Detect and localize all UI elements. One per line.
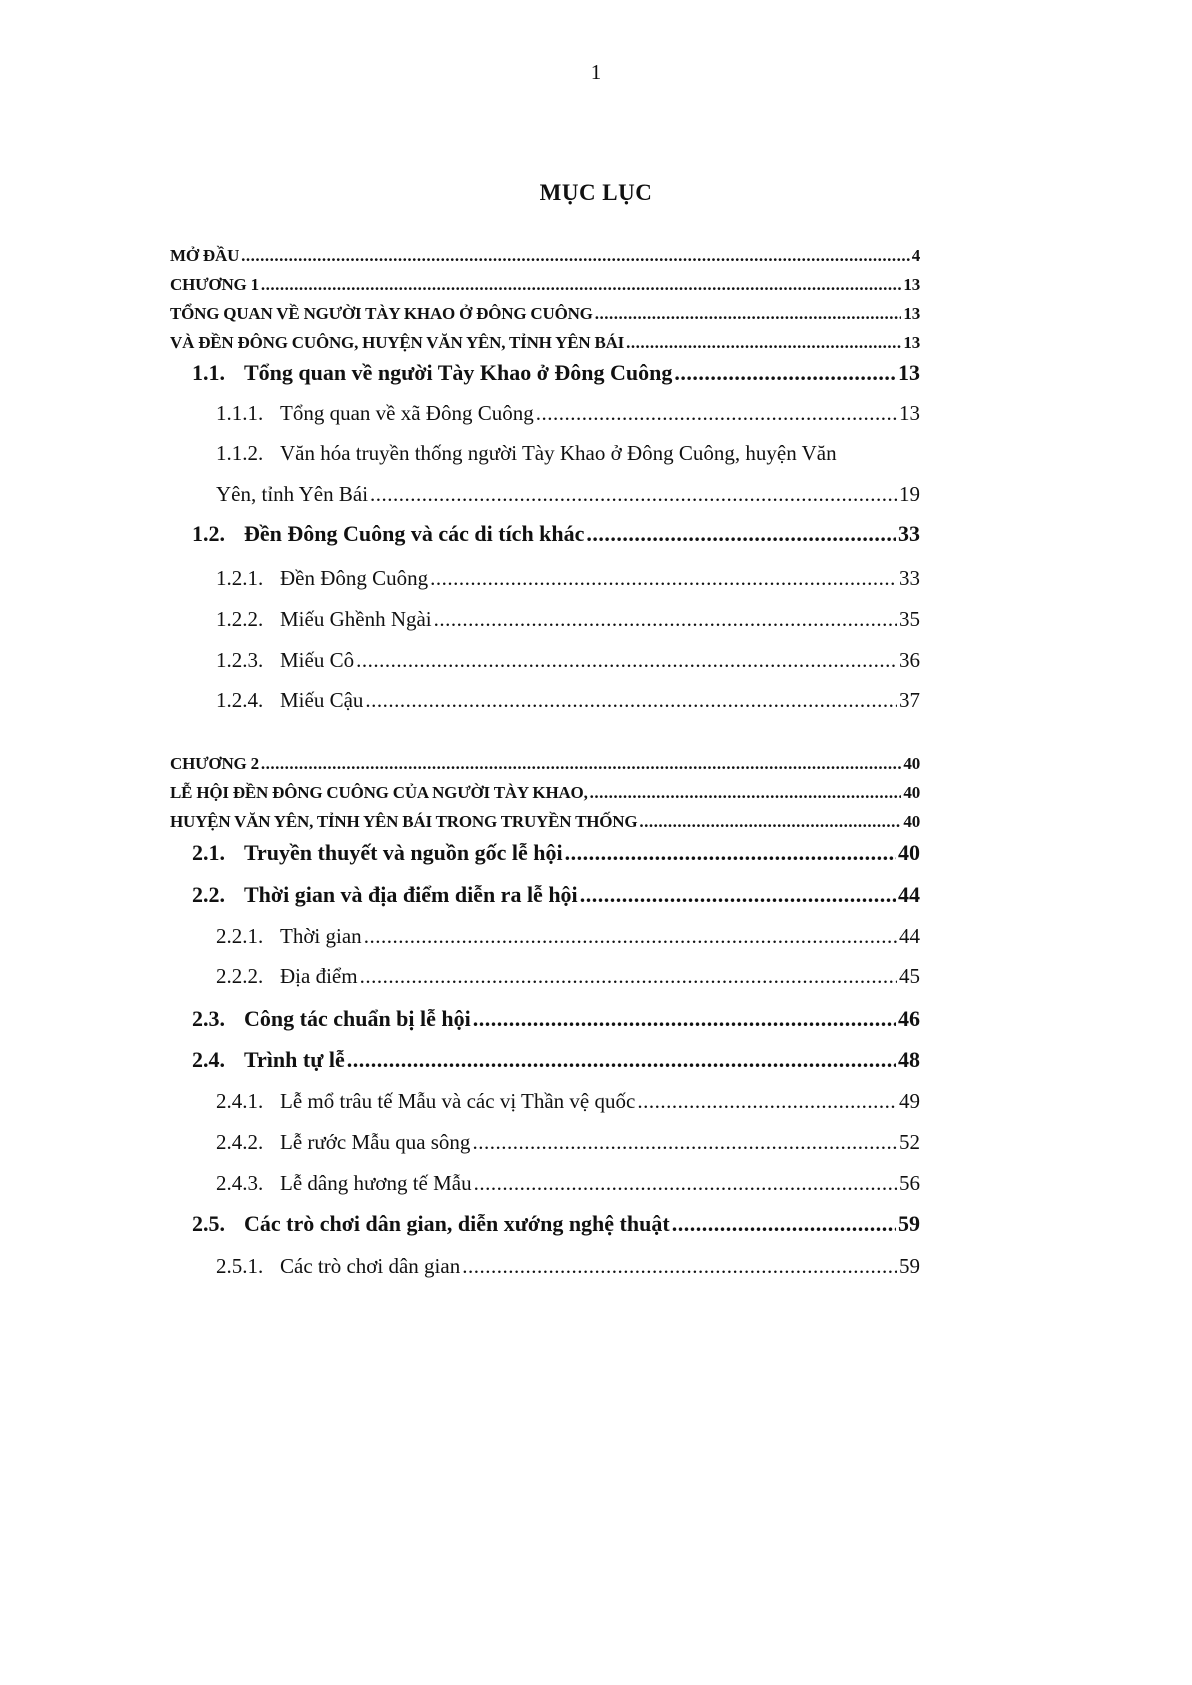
toc-entry-page: 13 <box>903 333 920 352</box>
toc-entry-page: 49 <box>899 1089 920 1113</box>
toc-entry-text: Miếu Cô <box>280 648 355 672</box>
toc-entry-number: 1.1.1. <box>216 401 264 425</box>
toc-entry-number: 1.1. <box>192 360 225 385</box>
dot-leader <box>360 964 897 989</box>
toc-entry-number: 1.2.4. <box>216 688 264 712</box>
toc-entry-number: 1.2.2. <box>216 607 264 631</box>
toc-entry-text: Miếu Cậu <box>280 688 364 712</box>
dot-leader <box>364 924 897 949</box>
toc-entry-number: 2.4. <box>192 1047 225 1072</box>
toc-entry-text: Các trò chơi dân gian, diễn xướng nghệ thuật <box>244 1211 670 1236</box>
dot-leader <box>241 246 910 266</box>
toc-entry-1-2-4[interactable] <box>216 688 920 713</box>
dot-leader <box>462 1254 897 1279</box>
toc-entry-page: 4 <box>911 246 920 265</box>
toc-entry-text: Đền Đông Cuông và các di tích khác <box>244 521 585 546</box>
toc-entry-text: Thời gian <box>280 924 362 948</box>
toc-entry-number: 2.5.1. <box>216 1254 264 1278</box>
toc-entry-page: 33 <box>898 521 920 546</box>
toc-entry-number: 1.2.3. <box>216 648 264 672</box>
dot-leader <box>261 275 901 295</box>
toc-entry-page: 56 <box>899 1171 920 1195</box>
toc-entry-page: 48 <box>898 1047 920 1072</box>
toc-entry-number: 2.4.2. <box>216 1130 264 1154</box>
toc-entry-number: 1.2. <box>192 521 225 546</box>
toc-entry-mo-dau[interactable] <box>170 246 920 266</box>
dot-leader <box>365 688 897 713</box>
toc-entry-text: Lễ rước Mẫu qua sông <box>280 1130 471 1154</box>
toc-entry-1-2-2[interactable] <box>216 607 920 632</box>
dot-leader <box>637 1089 897 1114</box>
toc-entry-text: MỞ ĐẦU <box>170 246 240 265</box>
toc-entry-2-4[interactable] <box>192 1047 920 1073</box>
dot-leader <box>536 401 897 426</box>
dot-leader <box>356 648 897 673</box>
toc-entry-text: VÀ ĐỀN ĐÔNG CUÔNG, HUYỆN VĂN YÊN, TỈNH YÊN BÁI <box>170 333 625 352</box>
toc-entry-2-2-2[interactable] <box>216 964 920 989</box>
toc-entry-text: Yên, tỉnh Yên Bái <box>216 482 369 506</box>
toc-entry-1-2[interactable] <box>192 521 920 547</box>
toc-entry-page: 52 <box>899 1130 920 1154</box>
toc-entry-2-5[interactable] <box>192 1211 920 1237</box>
toc-entry-number: 1.2.1. <box>216 566 264 590</box>
toc-entry-2-4-3[interactable] <box>216 1171 920 1196</box>
toc-entry-number: 2.4.1. <box>216 1089 264 1113</box>
toc-entry-1-2-3[interactable] <box>216 648 920 673</box>
toc-entry-text: Lễ dâng hương tế Mẫu <box>280 1171 472 1195</box>
dot-leader <box>261 754 901 774</box>
dot-leader <box>590 783 902 803</box>
toc-entry-page: 37 <box>899 688 920 712</box>
toc-entry-page: 40 <box>903 783 920 802</box>
dot-leader <box>672 1211 896 1237</box>
dot-leader <box>586 521 896 547</box>
toc-entry-1-1[interactable] <box>192 360 920 386</box>
toc-entry-text: Miếu Ghềnh Ngài <box>280 607 432 631</box>
toc-title: MỤC LỤC <box>539 180 653 205</box>
toc-entry-page: 13 <box>898 360 920 385</box>
toc-entry-number: 2.2. <box>192 882 225 907</box>
toc-entry-2-4-2[interactable] <box>216 1130 920 1155</box>
toc-entry-page: 33 <box>899 566 920 590</box>
toc-entry-text: Truyền thuyết và nguồn gốc lễ hội <box>244 840 563 865</box>
toc-entry-page: 19 <box>899 482 920 506</box>
toc-entry-text: CHƯƠNG 1 <box>170 275 259 294</box>
toc-entry-text: HUYỆN VĂN YÊN, TỈNH YÊN BÁI TRONG TRUYỀN THỐNG <box>170 812 638 831</box>
toc-entry-page: 13 <box>899 401 920 425</box>
toc-entry-1-1-2-continued[interactable] <box>216 482 920 507</box>
toc-entry-text: Thời gian và địa điểm diễn ra lễ hội <box>244 882 578 907</box>
toc-entry-page: 59 <box>899 1254 920 1278</box>
toc-entry-text: Trình tự lễ <box>244 1047 345 1072</box>
toc-entry-chapter-1-title-b[interactable] <box>170 333 920 353</box>
toc-entry-text: Tổng quan về xã Đông Cuông <box>280 401 534 425</box>
dot-leader <box>626 333 901 353</box>
toc-entry-number: 2.3. <box>192 1006 225 1031</box>
toc-entry-chuong-2[interactable] <box>170 754 920 774</box>
toc-entry-chuong-1[interactable] <box>170 275 920 295</box>
toc-entry-1-1-1[interactable] <box>216 401 920 426</box>
toc-entry-number: 2.4.3. <box>216 1171 264 1195</box>
toc-entry-page: 13 <box>903 304 920 323</box>
dot-leader <box>370 482 897 507</box>
toc-entry-number: 2.2.1. <box>216 924 264 948</box>
toc-entry-page: 44 <box>899 924 920 948</box>
dot-leader <box>474 1171 897 1196</box>
toc-entry-page: 59 <box>898 1211 920 1236</box>
toc-entry-text: Lễ mổ trâu tế Mẫu và các vị Thần vệ quốc <box>280 1089 636 1113</box>
dot-leader <box>430 566 897 591</box>
toc-entry-1-1-2[interactable] <box>216 441 920 466</box>
dot-leader <box>639 812 901 832</box>
toc-entry-text: Đền Đông Cuông <box>280 566 429 590</box>
toc-entry-number: 2.1. <box>192 840 225 865</box>
dot-leader <box>472 1130 897 1155</box>
toc-entry-2-2[interactable] <box>192 882 920 908</box>
toc-entry-text: Văn hóa truyền thống người Tày Khao ở Đông Cuông, huyện Văn <box>280 441 837 465</box>
dot-leader <box>565 840 896 866</box>
toc-entry-2-5-1[interactable] <box>216 1254 920 1279</box>
toc-entry-1-2-1[interactable] <box>216 566 920 591</box>
page-number: 1 <box>590 60 602 84</box>
dot-leader <box>434 607 897 632</box>
toc-entry-page: 44 <box>898 882 920 907</box>
toc-entry-2-3[interactable] <box>192 1006 920 1032</box>
toc-entry-page: 40 <box>903 812 920 831</box>
toc-entry-text: LỄ HỘI ĐỀN ĐÔNG CUÔNG CỦA NGƯỜI TÀY KHAO, <box>170 783 588 802</box>
toc-entry-chapter-1-title-a[interactable] <box>170 304 920 324</box>
toc-entry-2-2-1[interactable] <box>216 924 920 949</box>
dot-leader <box>674 360 896 386</box>
toc-entry-page: 40 <box>903 754 920 773</box>
toc-entry-number: 2.5. <box>192 1211 225 1236</box>
dot-leader <box>595 304 902 324</box>
toc-entry-page: 40 <box>898 840 920 865</box>
toc-entry-text: CHƯƠNG 2 <box>170 754 259 773</box>
dot-leader <box>347 1047 896 1073</box>
toc-entry-text: Các trò chơi dân gian <box>280 1254 461 1278</box>
toc-entry-page: 36 <box>899 648 920 672</box>
toc-entry-page: 13 <box>903 275 920 294</box>
toc-entry-text: Tổng quan về người Tày Khao ở Đông Cuông <box>244 360 673 385</box>
dot-leader <box>473 1006 896 1032</box>
toc-entry-chapter-2-title-a[interactable] <box>170 783 920 803</box>
toc-entry-number: 2.2.2. <box>216 964 264 988</box>
toc-entry-text: Địa điểm <box>280 964 358 988</box>
toc-entry-chapter-2-title-b[interactable] <box>170 812 920 832</box>
toc-entry-number: 1.1.2. <box>216 441 264 465</box>
toc-entry-text: TỔNG QUAN VỀ NGƯỜI TÀY KHAO Ở ĐÔNG CUÔNG <box>170 304 593 323</box>
toc-entry-2-4-1[interactable] <box>216 1089 920 1114</box>
toc-entry-page: 35 <box>899 607 920 631</box>
toc-entry-page: 45 <box>899 964 920 988</box>
toc-entry-2-1[interactable] <box>192 840 920 866</box>
dot-leader <box>580 882 896 908</box>
toc-entry-page: 46 <box>898 1006 920 1031</box>
toc-entry-text: Công tác chuẩn bị lễ hội <box>244 1006 471 1031</box>
